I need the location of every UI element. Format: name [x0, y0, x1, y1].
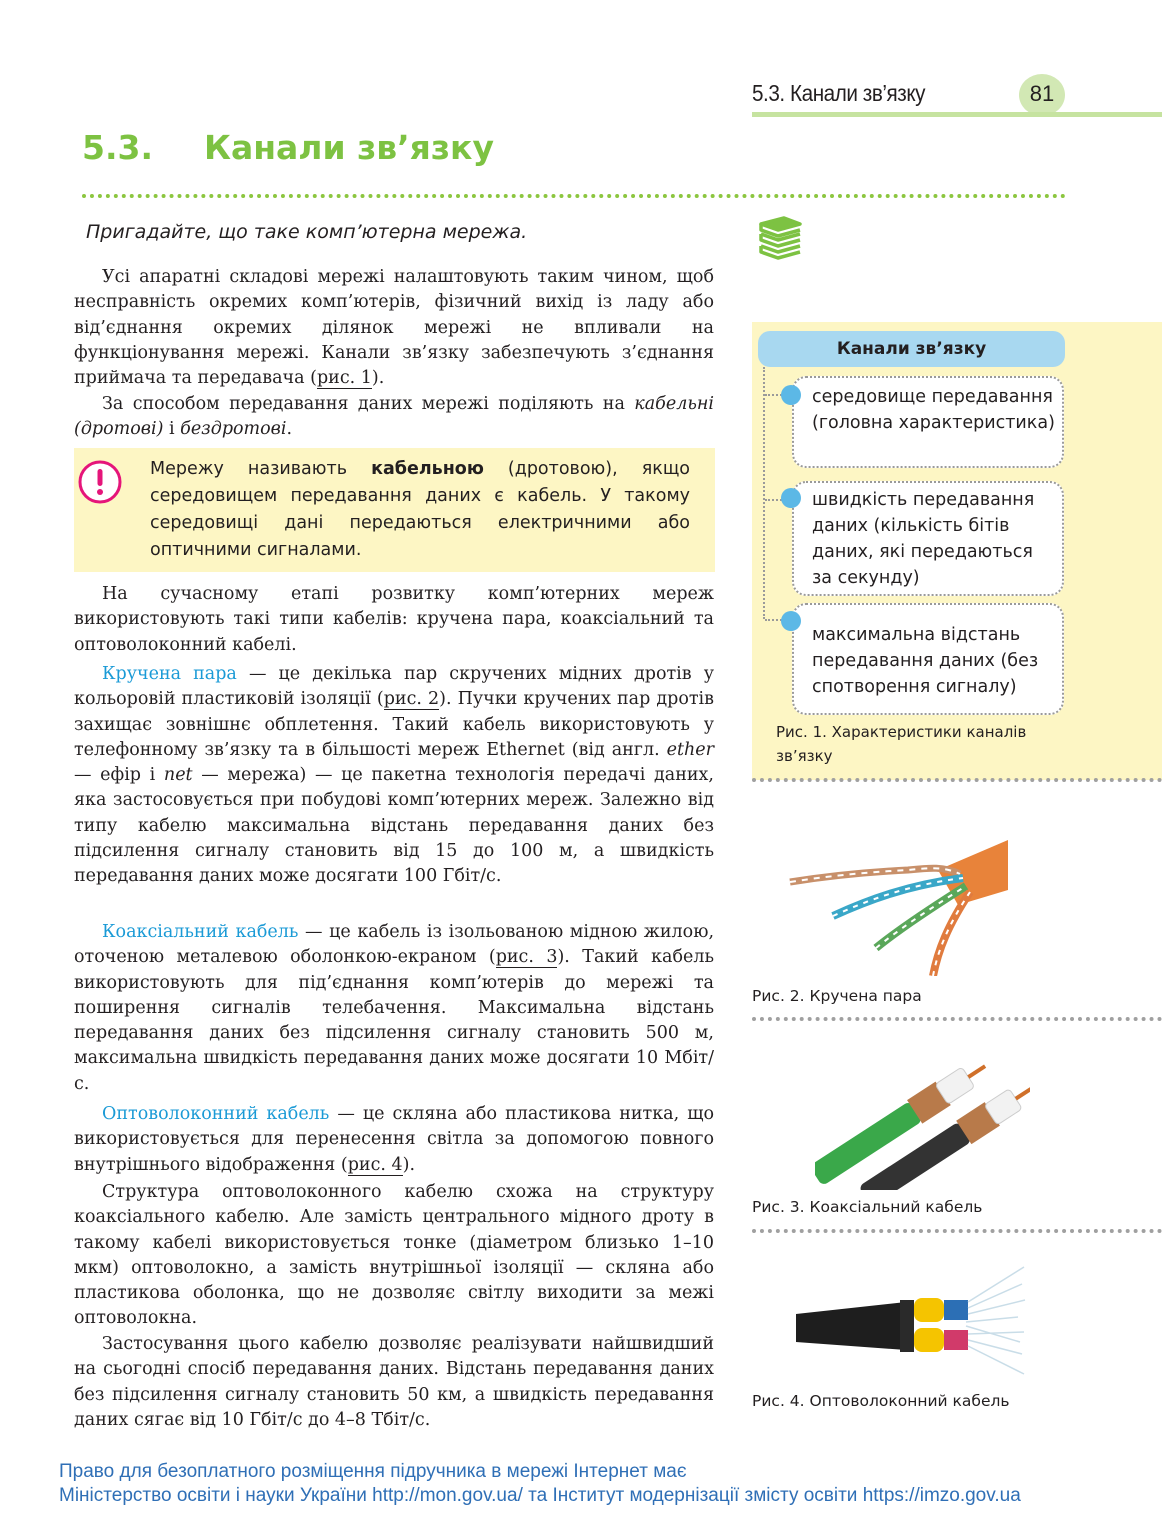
paragraph-8: Застосування цього кабелю дозволяє реалізувати найшвидший на сьогодні спосіб передавання даних. Відстань передавання даних без підсилення сигналу становить 50 км, а швидкість передавання даних сягає від 10 Гбіт/с до 4–8 Тбіт/с. — [74, 1334, 714, 1430]
term-fiber-optic-cable: Оптоволоконний кабель — [102, 1104, 330, 1124]
title-divider — [82, 194, 1066, 198]
paragraph-3: На сучасному етапі розвитку комп’ютерних мереж використовують такі типи кабелів: кручена пара, коаксіальний та оптоволоконний кабелі. — [74, 584, 714, 655]
characteristic-item: максимальна відстань передавання даних (без спотворення сигналу) — [792, 603, 1064, 715]
paragraph-6-text-2: ). — [402, 1154, 416, 1175]
paragraph-1-end: ). — [371, 368, 385, 389]
paragraph-1-text: Усі апаратні складові мережі налаштовують таким чином, щоб несправність окремих комп’ютерів, фізичний вихід із ладу або від’єднання окремих ділянок мережі не впливали на функціонування мережі. Канали зв’язку забезпечують з’єднання приймача та передавача ( — [74, 267, 714, 389]
header-rule — [752, 112, 1162, 117]
characteristic-item: середовище передавання (головна характеристика) — [792, 376, 1064, 468]
figure-1-reference[interactable]: рис. 1 — [316, 368, 372, 389]
section-number: 5.3. — [82, 128, 153, 167]
figure-1-caption: Рис. 1. Характеристики каналів зв’язку — [776, 723, 1027, 765]
term-coaxial-cable: Коаксіальний кабель — [102, 922, 299, 942]
term-twisted-pair: Кручена пара — [102, 664, 237, 684]
coaxial-cable-image — [815, 1060, 1030, 1190]
bullet-dot — [781, 385, 801, 405]
paragraph-5-text-1: — це кабель із ізольованою мідною жилою, оточеною металевою оболонкою-екраном ( — [74, 922, 715, 968]
paragraph-5 — [74, 920, 714, 1097]
running-title: 5.3. Канали зв’язку — [752, 80, 926, 106]
paragraph-5-text-2: ). Такий кабель використовують для під’єднання комп’ютерів до мережі та поширення сигналів телебачення. Максимальна відстань передавання даних без підсилення сигналу становить 500 м, максимальна швидкість передавання даних може досягати 10 Мбіт/с. — [74, 947, 714, 1094]
paragraph-2-end: . — [286, 419, 293, 440]
note-text-after: (дротовою), якщо середовищем передавання даних є кабель. У такому середовищі дані передаються електричними або оптичними сигналами. — [150, 459, 691, 560]
figure-3-divider — [752, 1229, 1162, 1233]
characteristic-item: швидкість передавання даних (кількість бітів даних, які передаються за секунду) — [792, 481, 1064, 596]
term-net: net — [163, 765, 193, 786]
figure-4-reference[interactable]: рис. 4 — [347, 1154, 403, 1175]
figure-2-reference[interactable]: рис. 2 — [383, 689, 440, 710]
paragraph-4-text-4: — мережа) — це пакетна технологія передачі даних, яка застосовується при побудові комп’ютерних мереж. Залежно від типу кабелю максимальна відстань передавання даних без підсилення сигналу становить від 15 до 100 м, а швидкість передавання даних може досягати 100 Гбіт/с. — [74, 765, 714, 887]
footer-rights-line: Право для безоплатного розміщення підручника в мережі Інтернет має — [59, 1461, 687, 1482]
bullet-dot — [781, 611, 801, 631]
figure-2-divider — [752, 1017, 1162, 1021]
figure-1-heading: Канали зв’язку — [758, 331, 1065, 367]
page-number: 81 — [1019, 74, 1065, 116]
figure-1-divider — [752, 778, 1162, 782]
paragraph-1 — [74, 265, 714, 391]
term-wireless: бездротові — [180, 419, 287, 440]
figure-1-connector — [763, 367, 765, 619]
paragraph-4-text-3: — ефір і — [74, 765, 164, 786]
exclamation-icon — [77, 459, 123, 505]
paragraph-2 — [74, 392, 714, 443]
figure-3-caption: Рис. 3. Коаксіальний кабель — [752, 1198, 983, 1216]
paragraph-2-conj: і — [163, 419, 181, 440]
paragraph-4 — [74, 662, 714, 890]
paragraph-7: Структура оптоволоконного кабелю схожа на структуру коаксіального кабелю. Але замість центрального мідного дроту в такому кабелі використовується тонке (діаметром близько 1–10 мкм) оптоволокно, а замість внутрішньої ізоляції — скляна або пластикова оболонка, що не дозволяє світлу виходити за межі оптоволокна. — [74, 1182, 714, 1329]
term-cable: кабельні (дротові) — [74, 394, 714, 440]
figure-2-caption: Рис. 2. Кручена пара — [752, 987, 922, 1005]
paragraph-2-text: За способом передавання даних мережі поділяють на — [102, 394, 635, 414]
term-ether: ether — [666, 739, 714, 760]
footer-ministry-line: Міністерство освіти і науки України http://mon.gov.ua/ та Інститут модернізації змісту освіти https://imzo.gov.ua — [59, 1485, 1021, 1506]
intro-question: Пригадайте, що таке комп’ютерна мережа. — [86, 221, 528, 243]
paragraph-4-text-2: ). Пучки кручених пар дротів захищає зовнішнє обплетення. Такий кабель використовують у телефонному зв’язку та в більшості мереж Ethernet (від англ. — [74, 689, 714, 760]
paragraph-6-text-1: — це скляна або пластикова нитка, що використовується для перенесення світла за допомогою повного внутрішнього відображення ( — [74, 1104, 714, 1175]
books-icon — [756, 214, 806, 264]
figure-4-caption: Рис. 4. Оптоволоконний кабель — [752, 1392, 1010, 1410]
note-text-before: Мережу називають — [150, 459, 372, 479]
note-text — [150, 456, 690, 564]
twisted-pair-image — [788, 830, 1010, 976]
fiber-optic-cable-image — [796, 1262, 1026, 1390]
bullet-dot — [781, 488, 801, 508]
paragraph-6 — [74, 1102, 714, 1178]
section-title: Канали зв’язку — [204, 128, 494, 167]
paragraph-4-text-1: — це декілька пар скручених мідних дротів у кольоровій пластиковій ізоляції ( — [74, 664, 714, 710]
note-term: кабельною — [371, 459, 484, 479]
figure-3-reference[interactable]: рис. 3 — [495, 947, 558, 968]
